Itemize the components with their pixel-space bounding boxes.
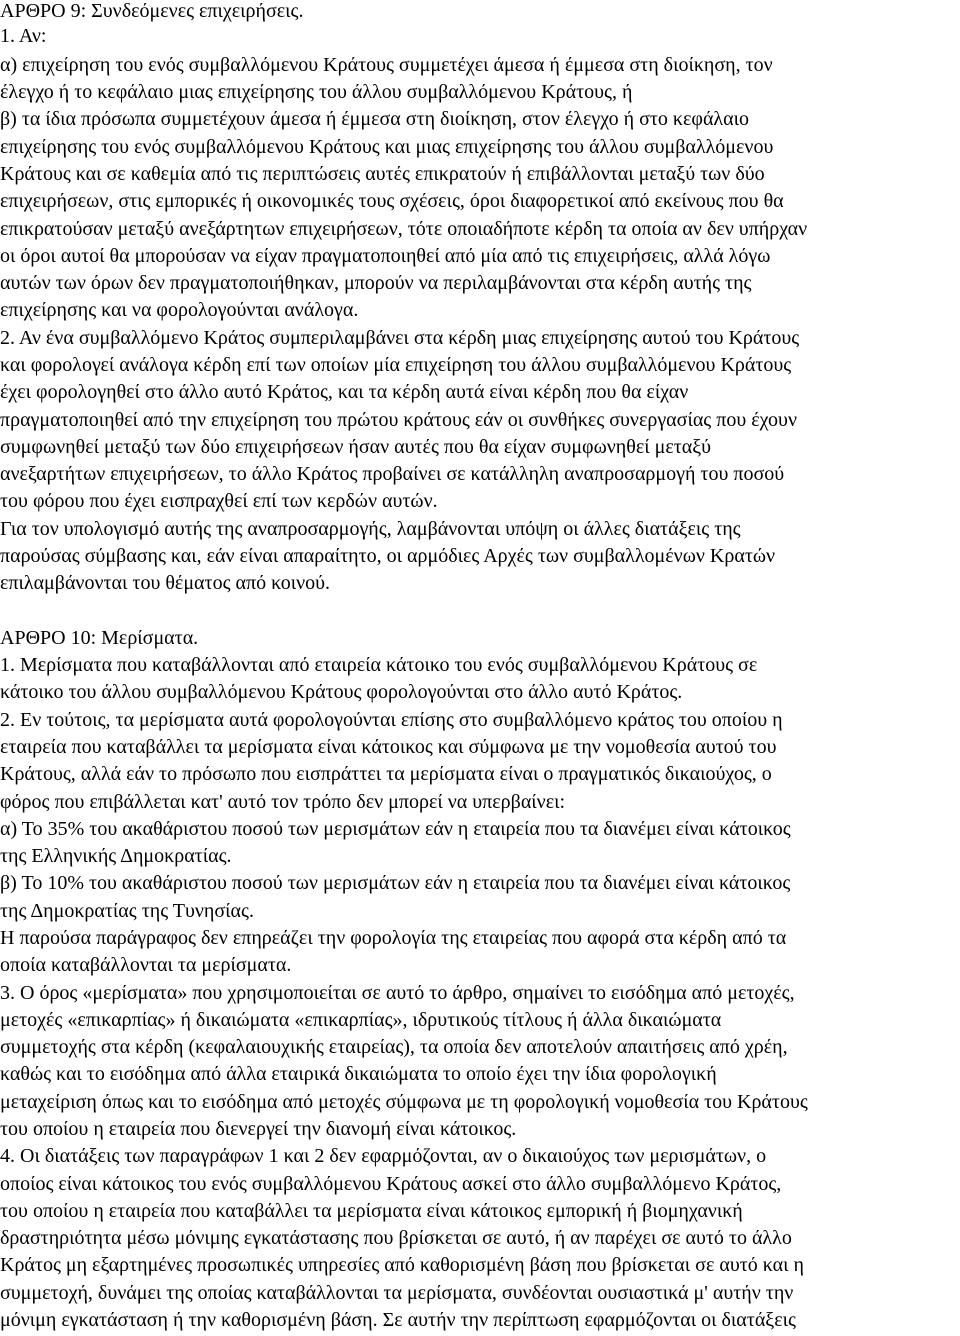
text-line: επιχείρησης του ενός συμβαλλόμενου Κράτους και μιας επιχείρησης του άλλου συμβαλλόμενου: [0, 136, 774, 158]
text-line: 3. Ο όρος «μερίσματα» που χρησιμοποιείται σε αυτό το άρθρο, σημαίνει το εισόδημα από μετοχές,: [0, 982, 795, 1004]
text-line: αυτών των όρων δεν πραγματοποιήθηκαν, μπορούν να περιλαμβάνονται στα κέρδη αυτής της: [0, 272, 752, 294]
text-line: ανεξαρτήτων επιχειρήσεων, το άλλο Κράτος προβαίνει σε κατάλληλη αναπροσαρμογή του ποσού: [0, 463, 785, 485]
text-line: καθώς και το εισόδημα από άλλα εταιρικά δικαιώματα το οποίο έχει την ίδια φορολογική: [0, 1063, 717, 1085]
text-line: 1. Αν:: [0, 25, 47, 47]
text-line: του οποίου η εταιρεία που διενεργεί την διανομή είναι κάτοικος.: [0, 1118, 517, 1140]
text-line: έλεγχο ή το κεφάλαιο μιας επιχείρησης του άλλου συμβαλλόμενου Κράτους, ή: [0, 81, 633, 103]
text-line: Για τον υπολογισμό αυτής της αναπροσαρμογής, λαμβάνονται υπόψη οι άλλες διατάξεις της: [0, 518, 741, 540]
text-line: οποία καταβάλλονται τα μερίσματα.: [0, 954, 292, 976]
text-line: συμμετοχή, δυνάμει της οποίας καταβάλλονται τα μερίσματα, συνδέονται ουσιαστικά μ' αυτήν την: [0, 1282, 794, 1304]
text-line: και φορολογεί ανάλογα κέρδη επί των οποίων μία επιχείρηση του άλλου συμβαλλόμενου Κράτους: [0, 354, 792, 376]
text-line: επιχειρήσεων, στις εμπορικές ή οικονομικές τους σχέσεις, όροι διαφορετικοί από εκείνους που θα: [0, 190, 784, 212]
text-line: β) Το 10% του ακαθάριστου ποσού των μερισμάτων εάν η εταιρεία που τα διανέμει είναι κάτοικος: [0, 872, 791, 894]
text-line: φόρος που επιβάλλεται κατ' αυτό τον τρόπο δεν μπορεί να υπερβαίνει:: [0, 791, 566, 813]
text-line: επιχείρησης και να φορολογούνται ανάλογα.: [0, 299, 359, 321]
article-10-heading: ΑΡΘΡΟ 10: Μερίσματα.: [0, 627, 199, 649]
text-line: α) επιχείρηση του ενός συμβαλλόμενου Κράτους συμμετέχει άμεσα ή έμμεσα στη διοίκηση, τον: [0, 54, 773, 76]
text-line: της Δημοκρατίας της Τυνησίας.: [0, 900, 254, 922]
text-line: συμφωνηθεί μεταξύ των δύο επιχειρήσεων ήσαν αυτές που θα είχαν συμφωνηθεί μεταξύ: [0, 436, 712, 458]
text-line: 2. Αν ένα συμβαλλόμενο Κράτος συμπεριλαμβάνει στα κέρδη μιας επιχείρησης αυτού του Κράτους: [0, 327, 800, 349]
text-line: κάτοικο του άλλου συμβαλλόμενου Κράτους φορολογούνται στο άλλο αυτό Κράτος.: [0, 681, 683, 703]
text-line: παρούσας σύμβασης και, εάν είναι απαραίτητο, οι αρμόδιες Αρχές των συμβαλλομένων Κρατών: [0, 545, 776, 567]
article-9-heading: ΑΡΘΡΟ 9: Συνδεόμενες επιχειρήσεις.: [0, 0, 304, 22]
text-line: του οποίου η εταιρεία που καταβάλλει τα μερίσματα είναι κάτοικος εμπορική ή βιομηχανική: [0, 1200, 743, 1222]
text-line: Κράτος μη εξαρτημένες προσωπικές υπηρεσίες από καθορισμένη βάση που βρίσκεται σε αυτό και η: [0, 1254, 804, 1276]
text-line: β) τα ίδια πρόσωπα συμμετέχουν άμεσα ή έμμεσα στη διοίκηση, στον έλεγχο ή στο κεφάλαιο: [0, 108, 749, 130]
text-line: του φόρου που έχει εισπραχθεί επί των κερδών αυτών.: [0, 490, 438, 512]
text-line: μεταχείριση όπως και το εισόδημα από μετοχές σύμφωνα με τη φορολογική νομοθεσία του Κράτους: [0, 1091, 808, 1113]
text-line: έχει φορολογηθεί στο άλλο αυτό Κράτος, και τα κέρδη αυτά είναι κέρδη που θα είχαν: [0, 381, 689, 403]
text-line: οι όροι αυτοί θα μπορούσαν να είχαν πραγματοποιηθεί από μία από τις επιχειρήσεις, αλλά λόγω: [0, 245, 771, 267]
text-line: Κράτους και σε καθεμία από τις περιπτώσεις αυτές επικρατούν ή επιβάλλονται μεταξύ των δύο: [0, 163, 765, 185]
text-line: Κράτους, αλλά εάν το πρόσωπο που εισπράττει τα μερίσματα είναι ο πραγματικός δικαιούχος, ο: [0, 763, 772, 785]
text-line: της Ελληνικής Δημοκρατίας.: [0, 845, 232, 867]
text-line: 2. Εν τούτοις, τα μερίσματα αυτά φορολογούνται επίσης στο συμβαλλόμενο κράτος του οποίου η: [0, 709, 783, 731]
text-line: πραγματοποιηθεί από την επιχείρηση του πρώτου κράτους εάν οι συνθήκες συνεργασίας που έχουν: [0, 409, 798, 431]
text-line: 4. Οι διατάξεις των παραγράφων 1 και 2 δεν εφαρμόζονται, αν ο δικαιούχος των μερισμάτων, ο: [0, 1145, 767, 1167]
text-line: 1. Μερίσματα που καταβάλλονται από εταιρεία κάτοικο του ενός συμβαλλόμενου Κράτους σε: [0, 654, 758, 676]
text-line: μετοχές «επικαρπίας» ή δικαιώματα «επικαρπίας», ιδρυτικούς τίτλους ή άλλα δικαιώματα: [0, 1009, 722, 1031]
text-line: μόνιμη εγκατάσταση ή την καθορισμένη βάση. Σε αυτήν την περίπτωση εφαρμόζονται οι διατάξεις: [0, 1309, 796, 1331]
text-line: εταιρεία που καταβάλλει τα μερίσματα είναι κάτοικος και σύμφωνα με την νομοθεσία αυτού του: [0, 736, 777, 758]
text-line: δραστηριότητα μέσω μόνιμης εγκατάστασης που βρίσκεται σε αυτό, ή αν παρέχει σε αυτό το άλλο: [0, 1227, 792, 1249]
text-line: Η παρούσα παράγραφος δεν επηρεάζει την φορολογία της εταιρείας που αφορά στα κέρδη από τα: [0, 927, 787, 949]
text-line: συμμετοχής στα κέρδη (κεφαλαιουχικής εταιρείας), τα οποία δεν αποτελούν απαιτήσεις από χρέη,: [0, 1036, 788, 1058]
text-line: επικρατούσαν μεταξύ ανεξάρτητων επιχειρήσεων, τότε οποιαδήποτε κέρδη τα οποία αν δεν υπήρχαν: [0, 218, 808, 240]
text-line: οποίος είναι κάτοικος του ενός συμβαλλόμενου Κράτους ασκεί στο άλλο συμβαλλόμενο Κράτος,: [0, 1173, 782, 1195]
text-line: α) Το 35% του ακαθάριστου ποσού των μερισμάτων εάν η εταιρεία που τα διανέμει είναι κάτοικος: [0, 818, 791, 840]
text-line: επιλαμβάνονται του θέματος από κοινού.: [0, 572, 331, 594]
